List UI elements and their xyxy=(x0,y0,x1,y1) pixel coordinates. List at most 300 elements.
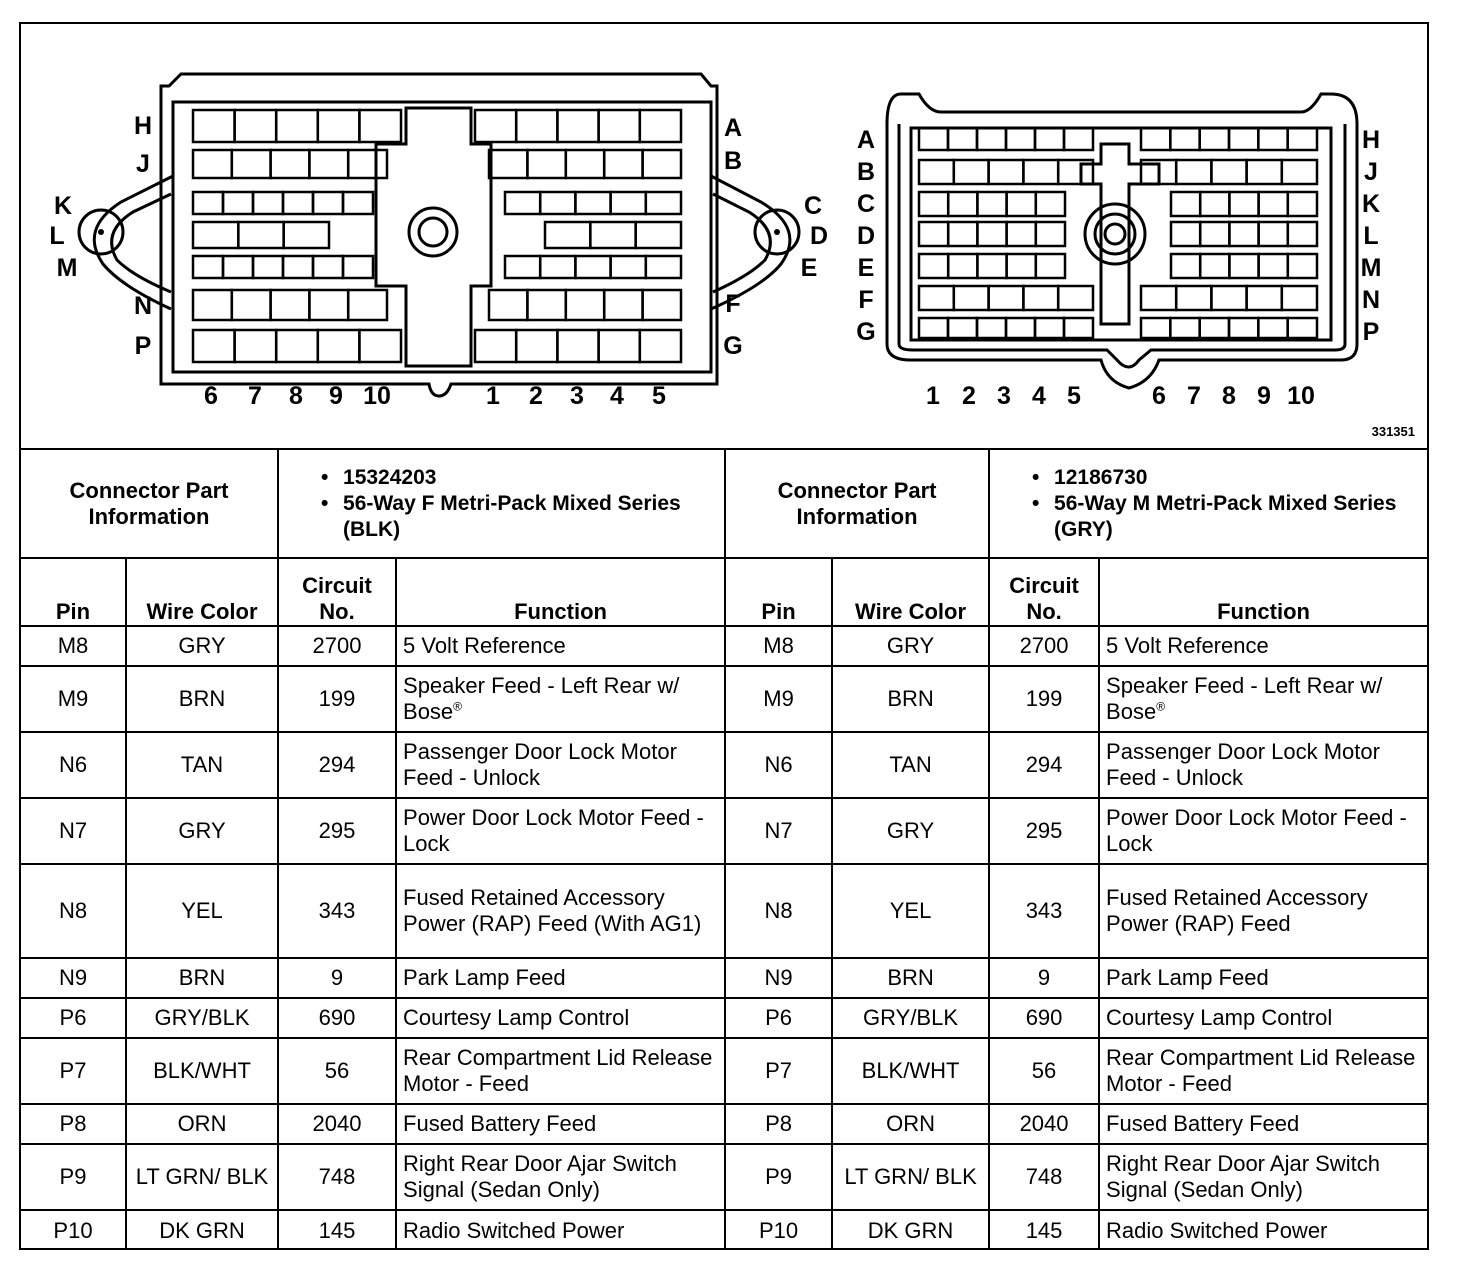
pin-cavity xyxy=(977,318,1006,338)
circuit-cell-text: 295 xyxy=(1025,818,1063,843)
pin-cavity xyxy=(1006,318,1035,338)
pin-cavity xyxy=(359,110,401,142)
pin-cavity xyxy=(1258,318,1287,338)
circuit-cell-text: 2040 xyxy=(312,1111,362,1136)
pin-cavity xyxy=(359,330,401,362)
circuit-cell xyxy=(278,732,396,798)
pin-cavity xyxy=(232,290,271,320)
col-header-circuit: Circuit No. xyxy=(278,558,396,626)
pin-cell xyxy=(21,666,126,732)
pin-cavity xyxy=(1023,160,1058,184)
pin-position-label: A xyxy=(856,126,876,154)
function-cell-text: Passenger Door Lock Motor Feed - Unlock xyxy=(403,739,677,790)
wire-color-cell xyxy=(126,626,278,666)
wire-color-cell-text: GRY/BLK xyxy=(154,1005,250,1030)
pin-position-label: M xyxy=(56,254,78,282)
circuit-cell-text: 294 xyxy=(1025,752,1063,777)
pin-cavity xyxy=(1288,254,1317,278)
pin-cavity xyxy=(611,192,646,214)
wire-color-cell-text: BRN xyxy=(178,965,226,990)
pin-cavity xyxy=(309,150,348,178)
circuit-cell-text: 199 xyxy=(1025,686,1063,711)
pin-cavity xyxy=(1259,222,1288,246)
pin-cavity xyxy=(1247,286,1282,310)
function-cell-text: Speaker Feed - Left Rear w/ Bose xyxy=(1106,673,1383,724)
pin-position-label: M xyxy=(1360,254,1382,282)
wire-color-cell-text: DK GRN xyxy=(159,1217,245,1243)
pin-cell xyxy=(21,864,126,958)
pin-position-label: D xyxy=(809,222,829,250)
function-cell-text: Power Door Lock Motor Feed - Lock xyxy=(403,805,704,856)
pin-cavity xyxy=(1176,160,1211,184)
pin-cell xyxy=(725,998,832,1038)
function-cell-text: Rear Compartment Lid Release Motor - Feed xyxy=(1106,1045,1416,1096)
pin-cell xyxy=(21,958,126,998)
circuit-cell xyxy=(989,864,1099,958)
circuit-cell-text: 9 xyxy=(1037,965,1051,990)
pin-row xyxy=(21,864,1427,958)
pin-position-label: 7 xyxy=(1187,382,1201,410)
pin-cell xyxy=(725,1210,832,1250)
pin-cavity xyxy=(989,160,1024,184)
pin-cell-text: P8 xyxy=(765,1111,792,1136)
pin-cavity xyxy=(283,256,313,278)
pin-cavity xyxy=(1035,318,1064,338)
pin-cavity xyxy=(604,150,642,178)
pin-position-label: N xyxy=(1361,286,1381,314)
pin-cavity xyxy=(193,222,238,248)
pin-cavity xyxy=(232,150,271,178)
pin-cavity xyxy=(989,286,1024,310)
pin-position-label: 5 xyxy=(652,382,666,410)
connector-info-label-left: Connector Part Information xyxy=(21,450,278,558)
function-cell xyxy=(1099,1038,1427,1104)
circuit-cell xyxy=(989,1104,1099,1144)
pin-cavity xyxy=(640,330,681,362)
pin-cavity xyxy=(235,110,277,142)
pin-cavity xyxy=(566,150,604,178)
pin-position-label: N xyxy=(133,292,153,320)
pin-cell xyxy=(725,958,832,998)
pin-cavity xyxy=(516,110,557,142)
connector-face-drawing xyxy=(21,24,1427,450)
pin-cavity xyxy=(1006,128,1035,150)
pin-cavity xyxy=(1288,128,1317,150)
pin-cell xyxy=(21,1104,126,1144)
column-header-row xyxy=(21,558,1427,626)
function-cell xyxy=(396,732,725,798)
pin-cavity xyxy=(313,192,343,214)
connector-part-info-right xyxy=(989,450,1427,558)
function-cell xyxy=(1099,732,1427,798)
pin-position-label: 1 xyxy=(926,382,940,410)
function-cell xyxy=(396,1210,725,1250)
pin-cell-text: N6 xyxy=(58,752,88,777)
pin-cavity xyxy=(643,150,681,178)
pin-cavity xyxy=(1259,254,1288,278)
wire-color-cell-text: BRN xyxy=(887,965,934,990)
circuit-cell-text: 56 xyxy=(324,1058,350,1083)
pin-cavity xyxy=(527,150,565,178)
function-cell xyxy=(396,1144,725,1210)
pin-cavity xyxy=(1176,286,1211,310)
pin-cell xyxy=(725,1104,832,1144)
pin-cell-text: M8 xyxy=(57,633,89,658)
pin-cavity xyxy=(1141,286,1176,310)
pin-cell xyxy=(725,864,832,958)
circuit-cell xyxy=(278,798,396,864)
function-cell-text: Courtesy Lamp Control xyxy=(1106,1005,1333,1030)
pin-cavity xyxy=(599,330,640,362)
circuit-cell-text: 2700 xyxy=(1019,633,1069,658)
pin-position-label: F xyxy=(725,290,741,318)
circuit-cell xyxy=(278,864,396,958)
col-header-pin: Pin xyxy=(21,558,126,626)
wire-color-cell-text: LT GRN/ BLK xyxy=(844,1164,977,1189)
wire-color-cell-text: GRY/BLK xyxy=(863,1005,959,1030)
wire-color-cell-text: GRY xyxy=(178,633,226,658)
pin-cavity xyxy=(271,290,310,320)
connector-diagram xyxy=(21,24,1427,450)
pin-cavity xyxy=(948,192,977,216)
pin-cavity xyxy=(1211,286,1246,310)
wire-color-cell xyxy=(126,958,278,998)
function-cell-text: 5 Volt Reference xyxy=(1106,633,1269,658)
pin-cavity xyxy=(948,128,977,150)
pin-row xyxy=(21,1210,1427,1250)
pin-cavity xyxy=(1259,192,1288,216)
function-cell xyxy=(396,798,725,864)
pin-cell-text: N6 xyxy=(764,752,793,777)
pin-cavity xyxy=(475,330,516,362)
pin-position-label: 10 xyxy=(1287,382,1315,410)
part-number-right: • 12186730 xyxy=(1032,465,1421,491)
pin-cavity xyxy=(348,150,387,178)
function-cell-text: Radio Switched Power xyxy=(403,1217,625,1243)
pin-cavity xyxy=(1036,192,1065,216)
pin-cavity xyxy=(489,290,527,320)
function-cell xyxy=(396,666,725,732)
pin-cavity xyxy=(919,128,948,150)
wire-color-cell-text: BLK/WHT xyxy=(861,1058,960,1083)
pin-position-label: 3 xyxy=(570,382,584,410)
pin-position-label: 8 xyxy=(1222,382,1236,410)
function-cell xyxy=(1099,998,1427,1038)
function-cell xyxy=(1099,1104,1427,1144)
pin-cell-text: N9 xyxy=(58,965,88,990)
pin-cavity xyxy=(193,192,223,214)
pin-row xyxy=(21,666,1427,732)
circuit-cell xyxy=(989,958,1099,998)
wire-color-cell xyxy=(832,864,989,958)
pin-cavity xyxy=(1036,222,1065,246)
pin-cavity xyxy=(193,150,232,178)
pin-cavity xyxy=(1288,318,1317,338)
pin-position-label: 9 xyxy=(329,382,343,410)
pin-position-label: L xyxy=(1363,222,1379,250)
pin-cavity xyxy=(1288,222,1317,246)
circuit-cell xyxy=(989,732,1099,798)
pin-position-label: 6 xyxy=(204,382,218,410)
pin-position-label: H xyxy=(1361,126,1381,154)
wire-color-cell-text: GRY xyxy=(886,633,935,658)
circuit-cell xyxy=(278,958,396,998)
wire-color-cell xyxy=(126,864,278,958)
pin-cavity xyxy=(575,256,610,278)
function-cell xyxy=(1099,1144,1427,1210)
wire-color-cell-text: BLK/WHT xyxy=(153,1058,251,1083)
function-cell-text: Fused Retained Accessory Power (RAP) Feed (With AG1) xyxy=(403,885,702,936)
pin-position-label: B xyxy=(856,158,876,186)
pin-position-label: C xyxy=(803,192,823,220)
pin-cavity xyxy=(193,110,235,142)
pin-row xyxy=(21,1104,1427,1144)
circuit-cell-text: 2040 xyxy=(1019,1111,1069,1136)
circuit-cell xyxy=(278,626,396,666)
pin-position-label: K xyxy=(53,192,73,220)
pin-cavity xyxy=(545,222,590,248)
wire-color-cell xyxy=(832,732,989,798)
function-cell xyxy=(1099,864,1427,958)
pin-cell-text: N8 xyxy=(764,898,793,923)
pin-cavity xyxy=(193,330,235,362)
pin-position-label: 3 xyxy=(997,382,1011,410)
part-description-right: • 56-Way M Metri-Pack Mixed Series (GRY) xyxy=(1032,491,1421,543)
pin-cavity xyxy=(1200,128,1229,150)
circuit-cell xyxy=(278,998,396,1038)
col-header-function: Function xyxy=(1099,558,1427,626)
circuit-cell-text: 748 xyxy=(1025,1164,1063,1189)
wire-color-cell xyxy=(832,1144,989,1210)
pin-cavity xyxy=(599,110,640,142)
pin-cavity xyxy=(1141,318,1170,338)
pin-cavity xyxy=(235,330,277,362)
wire-color-cell-text: DK GRN xyxy=(867,1217,954,1243)
pin-cavity xyxy=(1229,222,1258,246)
circuit-cell xyxy=(989,626,1099,666)
pin-cavity xyxy=(611,256,646,278)
circuit-cell-text: 343 xyxy=(318,898,356,923)
pin-cavity xyxy=(977,222,1006,246)
pin-cavity xyxy=(1171,254,1200,278)
pin-row xyxy=(21,998,1427,1038)
pin-cavity xyxy=(348,290,387,320)
pin-cavity xyxy=(540,256,575,278)
pin-cavity xyxy=(253,256,283,278)
pin-cavity xyxy=(1247,160,1282,184)
function-cell-text: Passenger Door Lock Motor Feed - Unlock xyxy=(1106,739,1380,790)
wire-color-cell-text: ORN xyxy=(177,1111,227,1136)
pin-cavity xyxy=(1141,128,1170,150)
function-cell-text: Power Door Lock Motor Feed - Lock xyxy=(1106,805,1407,856)
pin-row xyxy=(21,958,1427,998)
function-cell-text: Park Lamp Feed xyxy=(403,965,566,990)
pinout-table xyxy=(21,450,1427,1250)
pin-cell xyxy=(21,998,126,1038)
pin-cavity xyxy=(489,150,527,178)
pin-cell xyxy=(21,1210,126,1250)
function-cell xyxy=(396,958,725,998)
pin-position-label: J xyxy=(1364,158,1378,186)
wire-color-cell xyxy=(126,1144,278,1210)
pin-cavity xyxy=(1229,254,1258,278)
function-cell-text: Speaker Feed - Left Rear w/ Bose xyxy=(403,673,680,724)
function-cell-text: Right Rear Door Ajar Switch Signal (Sedan Only) xyxy=(403,1151,677,1202)
wire-color-cell xyxy=(832,798,989,864)
wire-color-cell xyxy=(126,798,278,864)
pin-cavity xyxy=(1170,128,1199,150)
pin-position-label: 10 xyxy=(363,382,391,410)
col-header-wire-color: Wire Color xyxy=(126,558,278,626)
pin-cell xyxy=(725,798,832,864)
pin-cavity xyxy=(977,128,1006,150)
wire-color-cell-text: LT GRN/ BLK xyxy=(135,1164,269,1189)
circuit-cell xyxy=(278,1144,396,1210)
pin-position-label: G xyxy=(723,332,743,360)
pin-cavity xyxy=(575,192,610,214)
connector-info-label-right: Connector Part Information xyxy=(725,450,989,558)
pin-cavity xyxy=(253,192,283,214)
pin-cavity xyxy=(276,330,318,362)
pin-cell xyxy=(21,1144,126,1210)
circuit-cell-text: 56 xyxy=(1031,1058,1057,1083)
circuit-cell xyxy=(989,666,1099,732)
pin-row xyxy=(21,732,1427,798)
circuit-cell xyxy=(989,1210,1099,1250)
pin-cavity xyxy=(1058,286,1093,310)
circuit-cell-text: 2700 xyxy=(312,633,362,658)
col-header-wire-color: Wire Color xyxy=(832,558,989,626)
wire-color-cell xyxy=(126,1210,278,1250)
pin-position-label: F xyxy=(858,286,874,314)
pin-cavity xyxy=(238,222,283,248)
pin-cell-text: P9 xyxy=(765,1164,792,1189)
pin-position-label: 1 xyxy=(486,382,500,410)
pin-cavity xyxy=(283,192,313,214)
pin-cavity xyxy=(527,290,565,320)
connector-part-info-left xyxy=(278,450,725,558)
pin-cavity xyxy=(1200,192,1229,216)
pin-cavity xyxy=(977,192,1006,216)
pin-cavity xyxy=(318,330,360,362)
pin-position-label: 8 xyxy=(289,382,303,410)
function-cell-text: Fused Battery Feed xyxy=(403,1111,597,1136)
circuit-cell-text: 748 xyxy=(318,1164,356,1189)
pin-cavity xyxy=(516,330,557,362)
pin-cavity xyxy=(1170,318,1199,338)
wire-color-cell xyxy=(126,732,278,798)
pin-cavity xyxy=(604,290,642,320)
pin-cavity xyxy=(1007,192,1036,216)
left-connector-cavities xyxy=(193,110,681,362)
pin-cell xyxy=(21,1038,126,1104)
pin-cavity xyxy=(557,330,598,362)
pin-cell-text: P8 xyxy=(59,1111,87,1136)
pin-cavity xyxy=(284,222,329,248)
pin-position-label: J xyxy=(136,150,150,178)
wire-color-cell-text: TAN xyxy=(180,752,224,777)
circuit-cell xyxy=(278,666,396,732)
pin-cavity xyxy=(1036,254,1065,278)
pin-position-label: 9 xyxy=(1257,382,1271,410)
pin-cavity xyxy=(1064,128,1093,150)
wire-color-cell-text: YEL xyxy=(181,898,223,923)
pin-cavity xyxy=(954,160,989,184)
pin-cavity xyxy=(954,286,989,310)
pin-cavity xyxy=(505,256,540,278)
pin-cavity xyxy=(1211,160,1246,184)
pin-position-label: K xyxy=(1361,190,1381,218)
pin-cell-text: M8 xyxy=(763,633,794,658)
wire-color-cell-text: ORN xyxy=(886,1111,935,1136)
pin-position-label: D xyxy=(856,222,876,250)
wire-color-cell xyxy=(126,666,278,732)
pin-cavity xyxy=(1229,192,1258,216)
wire-color-cell xyxy=(126,1038,278,1104)
wire-color-cell xyxy=(832,1210,989,1250)
col-header-pin: Pin xyxy=(725,558,832,626)
function-cell-text: Radio Switched Power xyxy=(1106,1217,1328,1243)
wire-color-cell xyxy=(832,998,989,1038)
part-number-left: • 15324203 xyxy=(321,465,718,491)
pin-cavity xyxy=(318,110,360,142)
pin-cell xyxy=(21,732,126,798)
pin-cavity xyxy=(1064,318,1093,338)
pin-cavity xyxy=(919,192,948,216)
pin-cavity xyxy=(566,290,604,320)
wire-color-cell xyxy=(832,626,989,666)
pin-cavity xyxy=(646,192,681,214)
wire-color-cell-text: GRY xyxy=(178,818,226,843)
pin-row xyxy=(21,626,1427,666)
circuit-cell xyxy=(989,998,1099,1038)
circuit-cell-text: 145 xyxy=(318,1217,356,1243)
pin-cell-text: N8 xyxy=(58,898,88,923)
pin-row xyxy=(21,798,1427,864)
pin-cavity xyxy=(1258,128,1287,150)
pin-position-label: G xyxy=(856,318,876,346)
pin-position-label: B xyxy=(723,147,743,175)
pin-cavity xyxy=(193,256,223,278)
pin-position-label: A xyxy=(723,114,743,142)
pin-cavity xyxy=(1171,192,1200,216)
function-cell xyxy=(1099,666,1427,732)
circuit-cell xyxy=(989,798,1099,864)
connector-sheet xyxy=(19,22,1429,1250)
pin-position-label: 2 xyxy=(962,382,976,410)
circuit-cell xyxy=(278,1104,396,1144)
pin-cell xyxy=(725,732,832,798)
circuit-cell xyxy=(278,1038,396,1104)
pin-cavity xyxy=(1200,318,1229,338)
pin-cavity xyxy=(948,318,977,338)
circuit-cell-text: 690 xyxy=(1025,1005,1063,1030)
pin-cell-text: P9 xyxy=(59,1164,87,1189)
pin-position-label: 4 xyxy=(610,382,624,410)
pin-position-label: 2 xyxy=(529,382,543,410)
circuit-cell-text: 199 xyxy=(318,686,356,711)
pin-position-label: H xyxy=(133,112,153,140)
figure-number: 331351 xyxy=(1371,424,1415,439)
left-connector-body xyxy=(79,74,799,396)
right-connector-labels xyxy=(856,126,1381,410)
pin-cavity xyxy=(313,256,343,278)
pin-cavity xyxy=(919,160,954,184)
pin-cavity xyxy=(271,150,310,178)
circuit-cell-text: 294 xyxy=(318,752,356,777)
pin-position-label: 6 xyxy=(1152,382,1166,410)
connector-info-row xyxy=(21,450,1427,558)
